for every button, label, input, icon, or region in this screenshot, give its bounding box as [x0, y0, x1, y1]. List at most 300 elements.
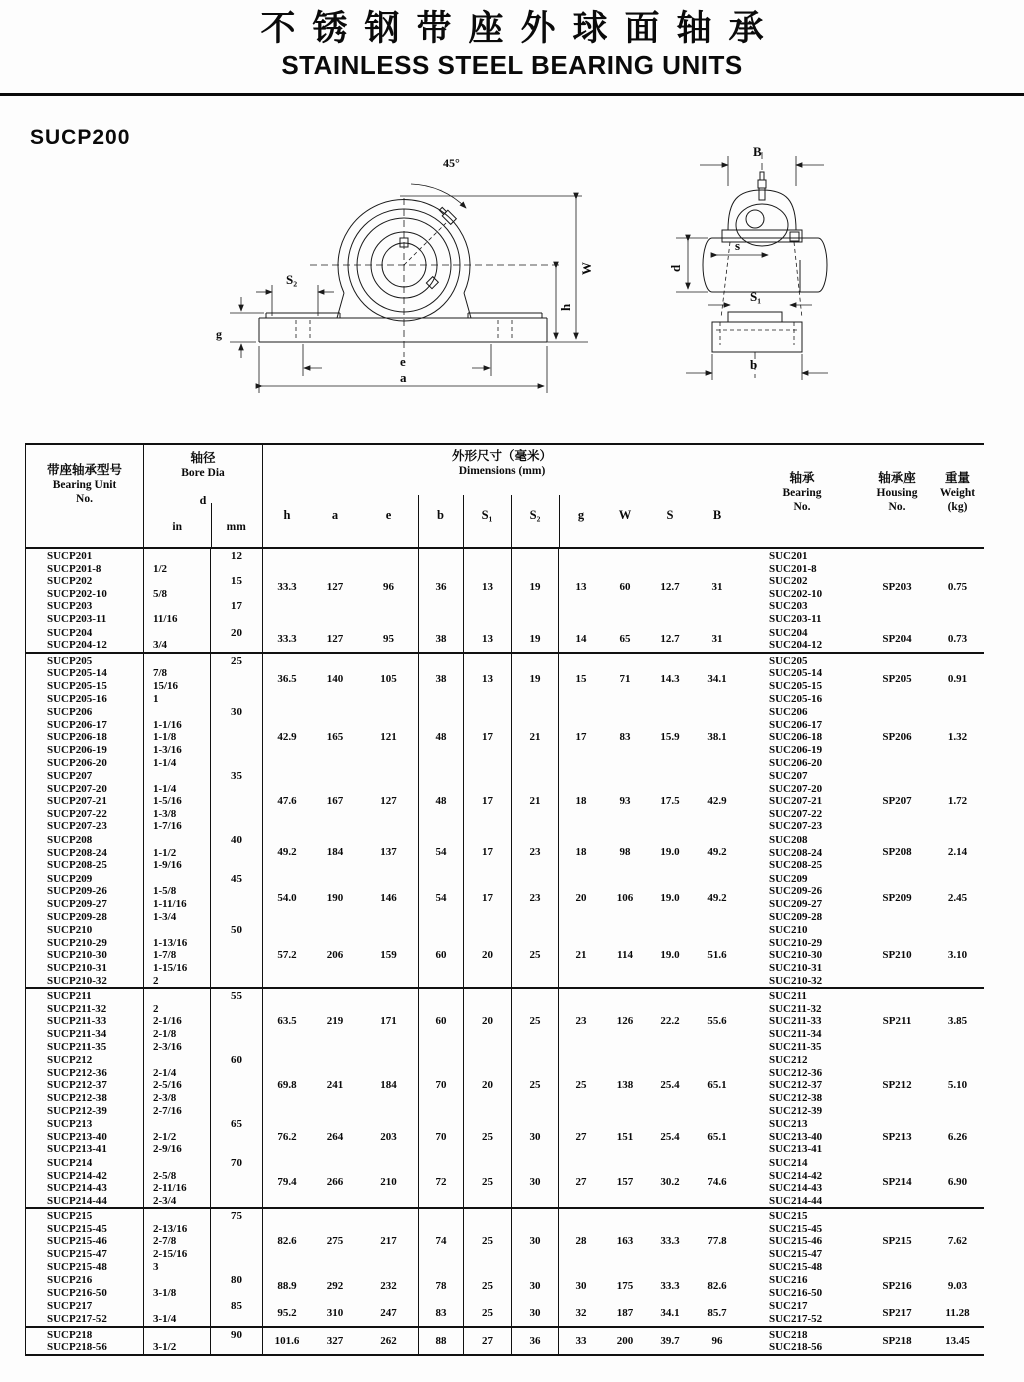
- dim-g: 23: [575, 1015, 587, 1028]
- bearing-no-col: [741, 705, 863, 769]
- bearing-no: SUC207-22: [769, 807, 823, 820]
- dim-g: 17: [575, 731, 587, 744]
- bore-dia-mm: [211, 898, 262, 911]
- bore-in-col: [144, 549, 211, 626]
- bearing-group: [26, 1117, 984, 1156]
- bearing-no: SUC213-40: [769, 1130, 823, 1143]
- bearing-no: SUC215: [769, 1210, 808, 1223]
- dim-B: 74.6: [707, 1175, 727, 1188]
- dim-s2: 30: [511, 1117, 559, 1156]
- bearing-no: SUC206: [769, 706, 808, 719]
- bearing-no: SUC204: [769, 626, 808, 639]
- bore-dia-mm: 70: [231, 1156, 242, 1169]
- bore-dia-in: 7/8: [153, 667, 168, 680]
- dim-h: 76.2: [277, 1130, 297, 1143]
- dim-g: 33: [575, 1334, 587, 1347]
- model-name: SUCP209: [47, 872, 93, 885]
- weight-kg: 0.91: [947, 673, 968, 686]
- dim-h: 54.0: [277, 891, 297, 904]
- bearing-no: SUC206-17: [769, 718, 823, 731]
- side-dimensions: [668, 144, 828, 380]
- model-name: SUCP216: [47, 1274, 93, 1287]
- dim-e: 247: [380, 1306, 397, 1319]
- bearing-no: SUC203-11: [769, 612, 822, 625]
- bearing-no: SUC207-21: [769, 795, 823, 808]
- dim-B: 96: [711, 1334, 723, 1347]
- bore-dia-mm: 45: [231, 872, 242, 885]
- bearing-no: SUC211-34: [769, 1027, 822, 1040]
- weight-header-en: Weight: [939, 487, 976, 499]
- bore-in-col: [144, 705, 211, 769]
- bore-dia-mm: 50: [231, 924, 242, 937]
- model-name: SUCP209-28: [47, 910, 107, 923]
- bore-dia-mm: 30: [231, 706, 242, 719]
- col-header-bearing-unit: [26, 445, 144, 547]
- model-name: SUCP205: [47, 654, 93, 667]
- bore-mm-col: [211, 833, 263, 872]
- bore-in-col: [144, 1209, 211, 1273]
- bearing-no: SUC213-41: [769, 1143, 823, 1156]
- model-name: SUCP210-29: [47, 936, 107, 949]
- page-title-cn: 不锈钢带座外球面轴承: [260, 9, 781, 48]
- bearing-no: SUC214: [769, 1156, 808, 1169]
- dims-divider: [418, 495, 419, 547]
- dim-w: 157: [616, 1175, 634, 1188]
- dim-g: 27: [575, 1175, 587, 1188]
- bore-dia-mm: [211, 731, 262, 744]
- weight-header-kg: (kg): [947, 501, 968, 513]
- bore-dia-in: 1-15/16: [153, 962, 188, 974]
- bearing-no: SUC205-15: [769, 679, 823, 692]
- dim-B: 31: [711, 632, 723, 645]
- housing-no: SP203: [882, 581, 912, 594]
- model-col: [26, 1156, 144, 1207]
- dim-e: 171: [380, 1015, 397, 1028]
- dim-letters: [263, 508, 741, 523]
- dim-a: 219: [326, 1015, 344, 1028]
- bore-dia-mm: [211, 1067, 262, 1080]
- bore-header-cn: 轴径: [190, 451, 216, 465]
- model-name: SUCP217: [47, 1300, 93, 1313]
- model-name: SUCP207: [47, 770, 93, 783]
- bore-dia-in: 1: [153, 692, 159, 705]
- bore-dia-in: 2-13/16: [153, 1222, 188, 1235]
- bearing-header-cn: 轴承: [789, 471, 815, 485]
- bearing-no: SUC207: [769, 770, 808, 783]
- front-view-drawing: [210, 150, 610, 395]
- dim-a: 327: [326, 1334, 344, 1347]
- bearing-group: [26, 989, 984, 1053]
- bore-dia-in: [153, 834, 210, 847]
- dim-w: 163: [616, 1235, 634, 1248]
- dim-col-label: a: [331, 508, 339, 522]
- dim-a: 190: [326, 891, 344, 904]
- dim-h: 33.3: [277, 632, 297, 645]
- bore-dia-mm: 90: [231, 1328, 242, 1341]
- dim-g: 28: [575, 1235, 587, 1248]
- dim-h: 95.2: [277, 1306, 297, 1319]
- bore-in-col: [144, 1299, 211, 1325]
- housing-no: SP214: [882, 1175, 912, 1188]
- bore-mm-col: [211, 989, 263, 1053]
- dim-a: 165: [326, 731, 344, 744]
- bearing-no: SUC214-44: [769, 1194, 823, 1207]
- weight-kg: 6.90: [947, 1175, 968, 1188]
- dim-h: 63.5: [277, 1015, 297, 1028]
- dim-b: 54: [418, 872, 463, 923]
- bore-dia-mm: [211, 1028, 262, 1041]
- bore-dia-in: 1-3/16: [153, 743, 182, 756]
- dim-w: 126: [616, 1015, 634, 1028]
- dims-divider: [511, 495, 512, 547]
- dim-b: 60: [418, 989, 463, 1053]
- dim-e: 203: [380, 1130, 397, 1143]
- model-col: [26, 626, 144, 652]
- bore-header-d: d: [199, 493, 207, 507]
- model-name: SUCP214-44: [47, 1194, 107, 1207]
- bore-dia-in: 2-9/16: [153, 1143, 182, 1156]
- bearing-no-col: [741, 833, 863, 872]
- model-col: [26, 1209, 144, 1273]
- dim-s: 12.7: [660, 581, 680, 594]
- weight-kg: 11.28: [945, 1306, 970, 1319]
- dim-s: 25.4: [660, 1079, 680, 1092]
- model-name: SUCP212: [47, 1054, 93, 1067]
- dims-divider: [559, 495, 560, 547]
- model-col: [26, 1273, 144, 1299]
- bearing-no: SUC211: [769, 990, 807, 1003]
- bearing-no: SUC209-27: [769, 898, 823, 911]
- model-name: SUCP201: [47, 550, 93, 562]
- bore-mm-col: [211, 705, 263, 769]
- bore-dia-in: 2-7/16: [153, 1104, 182, 1117]
- spec-table: [25, 443, 984, 1356]
- bore-dia-mm: [211, 1092, 262, 1105]
- dim-s: 33.3: [660, 1235, 680, 1248]
- dim-label-s2: S₂: [286, 272, 298, 287]
- bearing-group: [26, 549, 984, 626]
- bearing-no: SUC216-50: [769, 1286, 823, 1299]
- dim-s1: 25: [463, 1273, 511, 1299]
- dim-s1: 25: [463, 1209, 511, 1273]
- dim-s2: 30: [511, 1299, 559, 1325]
- bearing-no: SUC201-8: [769, 562, 817, 575]
- bore-dia-mm: [211, 1341, 262, 1354]
- housing-no: SP205: [882, 673, 912, 686]
- dim-B: 77.8: [707, 1235, 727, 1248]
- bore-dia-in: 11/16: [153, 612, 178, 625]
- bore-dia-in: 1-11/16: [153, 898, 187, 911]
- bore-dia-mm: 15: [231, 575, 242, 588]
- model-name: SUCP203: [47, 600, 93, 613]
- dim-h: 33.3: [277, 581, 297, 594]
- unit-header-cn: 带座轴承型号: [46, 463, 122, 477]
- bore-dia-mm: 40: [231, 834, 242, 847]
- housing-no: SP204: [882, 632, 912, 645]
- table-section: [26, 1328, 984, 1356]
- bearing-no: SUC209-28: [769, 910, 823, 923]
- dim-s1: 20: [463, 923, 511, 987]
- bore-in-col: [144, 1156, 211, 1207]
- bore-dia-mm: [211, 1079, 262, 1092]
- dim-g: 15: [575, 673, 587, 686]
- bore-dia-in: [153, 1157, 210, 1170]
- bore-mm-col: [211, 1328, 263, 1354]
- dim-col-label: B: [712, 508, 722, 522]
- dim-s: 15.9: [660, 731, 680, 744]
- dim-a: 266: [326, 1175, 344, 1188]
- dim-col-label: S₂: [529, 508, 541, 522]
- bore-header-in: in: [172, 521, 183, 533]
- bore-dia-mm: [211, 719, 262, 732]
- dim-g: 27: [575, 1130, 587, 1143]
- dim-b: 70: [418, 1053, 463, 1117]
- bearing-group: [26, 626, 984, 652]
- bearing-group: [26, 1053, 984, 1117]
- bore-dia-mm: [211, 975, 262, 988]
- dim-b: 78: [418, 1273, 463, 1299]
- dim-label-h: h: [558, 303, 573, 311]
- bearing-no: SUC213: [769, 1118, 808, 1131]
- model-name: SUCP210-31: [47, 962, 107, 974]
- bore-dia-mm: [211, 757, 262, 770]
- bore-dia-mm: [211, 1182, 262, 1195]
- bearing-group: [26, 1209, 984, 1273]
- bearing-no: SUC211-35: [769, 1040, 822, 1053]
- bore-dia-mm: [211, 680, 262, 693]
- weight-kg: 2.45: [947, 891, 968, 904]
- model-name: SUCP207-21: [47, 795, 107, 808]
- dim-b: 48: [418, 769, 463, 833]
- bearing-group: [26, 1328, 984, 1354]
- bore-dia-mm: 12: [231, 550, 242, 562]
- model-name: SUCP211-35: [47, 1040, 107, 1053]
- dim-s1: 27: [463, 1328, 511, 1354]
- dim-w: 151: [616, 1130, 634, 1143]
- dim-s1: 13: [463, 654, 511, 705]
- col-header-bore-dia: [144, 445, 263, 547]
- bore-dia-in: 1-13/16: [153, 936, 188, 949]
- bearing-no: SUC205-16: [769, 692, 823, 705]
- bearing-no: SUC215-46: [769, 1235, 823, 1248]
- bearing-no-col: [741, 626, 863, 652]
- bore-dia-mm: [211, 1041, 262, 1054]
- bore-dia-in: 2: [153, 974, 159, 987]
- dim-s2: 21: [511, 769, 559, 833]
- model-name: SUCP213-40: [47, 1130, 107, 1143]
- model-name: SUCP212-37: [47, 1079, 107, 1092]
- side-view-drawing: [650, 140, 1020, 390]
- dim-w: 175: [616, 1280, 634, 1293]
- unit-header-no: No.: [76, 493, 93, 505]
- housing-no: SP211: [882, 1015, 912, 1028]
- bearing-no: SUC206-19: [769, 743, 823, 756]
- housing-no: SP215: [882, 1235, 912, 1248]
- dim-s: 33.3: [660, 1280, 680, 1293]
- dim-w: 60: [619, 581, 631, 594]
- dim-label-angle: 45°: [443, 156, 460, 170]
- dim-s2: 19: [511, 654, 559, 705]
- model-name: SUCP205-16: [47, 692, 107, 705]
- bore-dia-in: 2-1/8: [153, 1027, 177, 1040]
- bearing-no: SUC208-25: [769, 859, 823, 872]
- bore-dia-mm: [211, 962, 262, 975]
- dim-w: 106: [616, 891, 634, 904]
- dim-s: 12.7: [660, 632, 680, 645]
- model-name: SUCP211-34: [47, 1027, 107, 1040]
- bearing-no: SUC205-14: [769, 667, 823, 680]
- header-divider: [0, 93, 1024, 96]
- model-col: [26, 705, 144, 769]
- dim-s2: 30: [511, 1273, 559, 1299]
- model-name: SUCP208-25: [47, 859, 107, 872]
- bore-mm-col: [211, 1299, 263, 1325]
- bearing-no-col: [741, 1299, 863, 1325]
- dim-e: 127: [380, 795, 397, 808]
- bearing-no: SUC214-43: [769, 1182, 823, 1195]
- dim-g: 30: [575, 1280, 587, 1293]
- dim-label-B: B: [753, 144, 762, 159]
- bearing-no: SUC212-39: [769, 1104, 823, 1117]
- bore-dia-in: 1-3/4: [153, 910, 177, 923]
- bearing-no: SUC207-20: [769, 782, 823, 795]
- bore-in-col: [144, 872, 211, 923]
- bearing-no: SUC204-12: [769, 639, 823, 652]
- dim-label-w: W: [579, 262, 594, 275]
- weight-kg: 7.62: [947, 1235, 968, 1248]
- bearing-no: SUC202-10: [769, 587, 823, 600]
- housing-no: SP213: [882, 1130, 912, 1143]
- model-col: [26, 654, 144, 705]
- dim-g: 25: [575, 1079, 587, 1092]
- bore-dia-in: [153, 575, 210, 588]
- dim-h: 79.4: [277, 1175, 297, 1188]
- bearing-no-col: [741, 654, 863, 705]
- model-name: SUCP214-42: [47, 1169, 107, 1182]
- housing-no: SP217: [882, 1306, 912, 1319]
- col-header-dimensions: [263, 445, 741, 547]
- pillow-block-side: [703, 152, 827, 378]
- model-name: SUCP216-50: [47, 1286, 107, 1299]
- table-section: [26, 654, 984, 989]
- dim-a: 140: [326, 673, 344, 686]
- bore-dia-in: [153, 1274, 210, 1287]
- dim-s: 22.2: [660, 1015, 680, 1028]
- bore-dia-in: [153, 924, 210, 937]
- bore-dia-in: 3-1/8: [153, 1286, 177, 1299]
- bore-dia-in: [153, 1300, 210, 1313]
- bore-dia-in: 1/2: [153, 562, 168, 575]
- model-col: [26, 989, 144, 1053]
- housing-header-cn: 轴承座: [878, 471, 916, 485]
- bearing-no: SUC215-47: [769, 1248, 823, 1261]
- bore-dia-in: 2-5/16: [153, 1079, 182, 1092]
- bore-dia-mm: 80: [231, 1274, 242, 1287]
- bore-dia-in: [153, 706, 210, 719]
- bearing-no: SUC218: [769, 1328, 808, 1341]
- bore-mm-col: [211, 626, 263, 652]
- bore-mm-col: [211, 872, 263, 923]
- model-name: SUCP205-15: [47, 679, 107, 692]
- bore-in-col: [144, 923, 211, 987]
- bore-dia-in: 2-3/16: [153, 1040, 182, 1053]
- dim-g: 32: [575, 1306, 587, 1319]
- bore-mm-col: [211, 769, 263, 833]
- bore-dia-mm: [211, 795, 262, 808]
- bore-dia-mm: [211, 613, 262, 626]
- dim-e: 96: [383, 581, 394, 594]
- model-name: SUCP215-46: [47, 1235, 107, 1248]
- bore-header-en: Bore Dia: [181, 467, 225, 479]
- dim-a: 206: [326, 949, 344, 962]
- bearing-no: SUC208: [769, 834, 808, 847]
- bore-dia-in: 1-5/16: [153, 795, 182, 808]
- bearing-no: SUC212-36: [769, 1066, 823, 1079]
- dim-b: 60: [418, 923, 463, 987]
- weight-kg: 6.26: [947, 1130, 968, 1143]
- bore-dia-in: [153, 990, 210, 1003]
- bearing-no-col: [741, 923, 863, 987]
- dim-h: 82.6: [277, 1235, 297, 1248]
- dim-s: 17.5: [660, 795, 680, 808]
- model-name: SUCP207-20: [47, 782, 107, 795]
- weight-kg: 5.10: [947, 1079, 968, 1092]
- model-name: SUCP206-18: [47, 731, 107, 744]
- dim-b: 38: [418, 654, 463, 705]
- bore-dia-mm: [211, 1131, 262, 1144]
- bore-dia-mm: [211, 1235, 262, 1248]
- model-name: SUCP214-43: [47, 1182, 107, 1195]
- bearing-group: [26, 705, 984, 769]
- dim-b: 83: [418, 1299, 463, 1325]
- dim-s: 19.0: [660, 846, 680, 859]
- bore-dia-in: 1-1/4: [153, 782, 177, 795]
- table-section: [26, 549, 984, 654]
- bearing-no: SUC210-30: [769, 949, 823, 962]
- bore-dia-in: 2: [153, 1002, 159, 1015]
- bore-dia-mm: 35: [231, 770, 242, 783]
- model-name: SUCP202: [47, 575, 93, 588]
- bore-in-col: [144, 769, 211, 833]
- bearing-no: SUC215-45: [769, 1222, 823, 1235]
- housing-no: SP209: [882, 891, 912, 904]
- bore-dia-mm: [211, 1195, 262, 1208]
- dim-w: 114: [617, 949, 633, 962]
- model-name: SUCP206-20: [47, 756, 107, 769]
- dim-B: 55.6: [707, 1015, 727, 1028]
- bearing-no-col: [741, 769, 863, 833]
- bearing-no-col: [741, 1053, 863, 1117]
- bore-dia-in: [153, 1054, 210, 1067]
- dim-s2: 21: [511, 705, 559, 769]
- bearing-group: [26, 872, 984, 923]
- dim-g: 20: [575, 891, 587, 904]
- dim-b: 48: [418, 705, 463, 769]
- bearing-no-col: [741, 1273, 863, 1299]
- bore-dia-mm: [211, 808, 262, 821]
- model-name: SUCP207-23: [47, 820, 107, 833]
- bearing-no: SUC216: [769, 1274, 808, 1287]
- dim-s2: 25: [511, 923, 559, 987]
- bore-dia-mm: [211, 1170, 262, 1183]
- dim-s1: 13: [463, 549, 511, 626]
- bearing-no-col: [741, 872, 863, 923]
- model-name: SUCP210-30: [47, 949, 107, 962]
- bore-dia-mm: [211, 859, 262, 872]
- bearing-no: SUC206-18: [769, 731, 823, 744]
- dim-col-label: e: [385, 508, 392, 522]
- dim-e: 137: [380, 846, 397, 859]
